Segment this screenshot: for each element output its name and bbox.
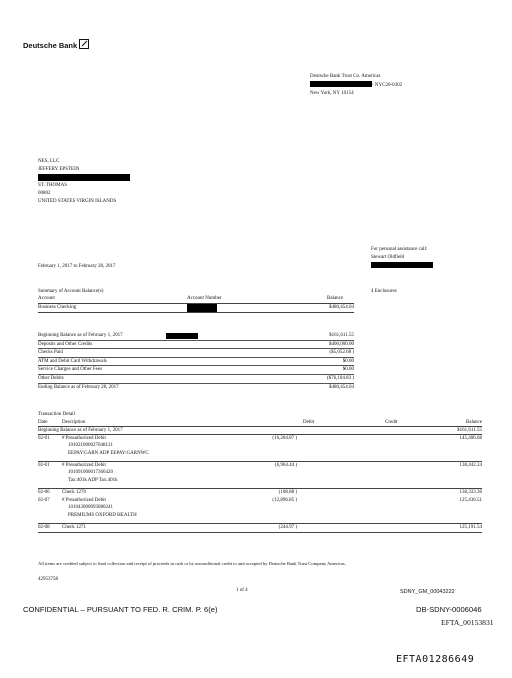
customer-country: UNITED STATES VIRGIN ISLANDS <box>38 199 117 204</box>
assistance-name: Stewart Oldfield <box>371 255 405 260</box>
summary-row-rule <box>38 312 354 313</box>
customer-attn: JEFFERY EPSTEIN <box>38 167 80 172</box>
summary-col-balance: Balance <box>327 296 344 301</box>
summary-col-account: Account <box>38 296 55 301</box>
assistance-label: For personal assistance call: <box>371 247 428 252</box>
bank-logo <box>23 39 89 50</box>
confidential-label: CONFIDENTIAL – PURSUANT TO FED. R. CRIM. P. 6(e) <box>23 605 218 614</box>
page-number: 1 of 4 <box>236 588 248 593</box>
transaction-table <box>38 419 482 533</box>
bates-sdny-gm: SDNY_GM_00043222 <box>400 589 455 595</box>
balance-row: Other Debits ($76,104.83 ) <box>38 375 354 384</box>
redaction-block <box>187 304 217 312</box>
table-row: 02-01 # Preauthorized Debit 10109100001736642​0 Tax:401k ADP Tax:401k (6,964.44 ) 138,442.24 <box>38 462 482 489</box>
balance-row: ATM and Debit Card Withdrawals $0.00 <box>38 358 354 367</box>
efta-small: EFTA_00153831 <box>441 618 494 627</box>
efta-stamp: EFTA01286649 <box>396 654 475 665</box>
summary-account-name: Business Checking <box>38 305 77 310</box>
summary-col-number: Account Number <box>187 296 222 301</box>
balance-row: Beginning Balance as of February 1, 2017 $161,611.55 <box>38 332 354 341</box>
customer-name: NES, LLC <box>38 159 60 164</box>
redaction-block <box>166 333 198 339</box>
table-row: 02-07 # Preauthorized Debit 10104300009308024​1 PREMIUMS OXFORD HEALTH (12,896.85 ) 125,436.51 <box>38 497 482 524</box>
balance-row: Service Charges and Other Fees $0.00 <box>38 366 354 375</box>
table-row: 02-06 Check 1270 (108.88 ) 138,333.36 <box>38 490 482 495</box>
summary-account-balance: $480,454.04 <box>329 305 354 310</box>
statement-period: February 1, 2017 to February 28, 2017 <box>38 264 116 269</box>
table-row: 02-01 # Preauthorized Debit 10102100002704812​1 EEPAY:GARN ADP EEPAY:GARNWC (16,204.87 ) 145,406.68 <box>38 435 482 462</box>
footer-code: 42953758 <box>38 577 58 582</box>
bank-name: Deutsche Bank <box>23 41 78 50</box>
balance-row: Ending Balance as of February 28, 2017 $480,454.04 <box>38 384 354 390</box>
customer-address <box>38 158 130 206</box>
bank-address-line2: - NYC20-0302 <box>310 81 402 90</box>
deutsche-bank-slash-icon <box>79 39 89 49</box>
opening-balance-row: Beginning Balance as of February 1, 2017 $161,611.55 <box>38 428 482 433</box>
redaction-block <box>38 174 130 181</box>
balance-row: Checks Paid ($5,052.68 ) <box>38 349 354 358</box>
table-row: 02-08 Check 1271 (244.97 ) 125,191.54 <box>38 524 482 533</box>
balance-summary <box>38 332 354 391</box>
balance-row: Deposits and Other Credits $400,000.00 <box>38 341 354 350</box>
customer-redacted-line <box>38 174 130 182</box>
bates-db-sdny: DB-SDNY-0006046 <box>416 605 482 614</box>
assistance-block <box>371 246 433 270</box>
bank-address-line3: New York, NY 10154 <box>310 91 354 96</box>
col-date: Date <box>38 420 48 425</box>
bank-address-line1: Deutsche Bank Trust Co. Americas <box>310 74 381 79</box>
customer-zip: 00802 <box>38 191 51 196</box>
customer-city: ST. THOMAS <box>38 183 67 188</box>
transaction-title: Transaction Detail <box>38 412 75 417</box>
transaction-header-row <box>38 419 482 427</box>
col-debit: Debit <box>303 420 315 425</box>
summary-title: Summary of Account Balance(s) <box>38 289 104 294</box>
col-credit: Credit <box>385 420 398 425</box>
footer-note: All items are credited subject to final collection and receipt of proceeds in cash or by unconditional credit to and accepted by Deutsche Bank Trust Company Americas. <box>38 561 346 566</box>
redaction-block <box>371 262 433 268</box>
enclosures: 4 Enclosures <box>371 289 397 294</box>
col-description: Description <box>62 420 86 425</box>
bank-address <box>310 73 402 98</box>
redaction-block <box>310 81 372 87</box>
col-balance: Balance <box>465 420 482 425</box>
